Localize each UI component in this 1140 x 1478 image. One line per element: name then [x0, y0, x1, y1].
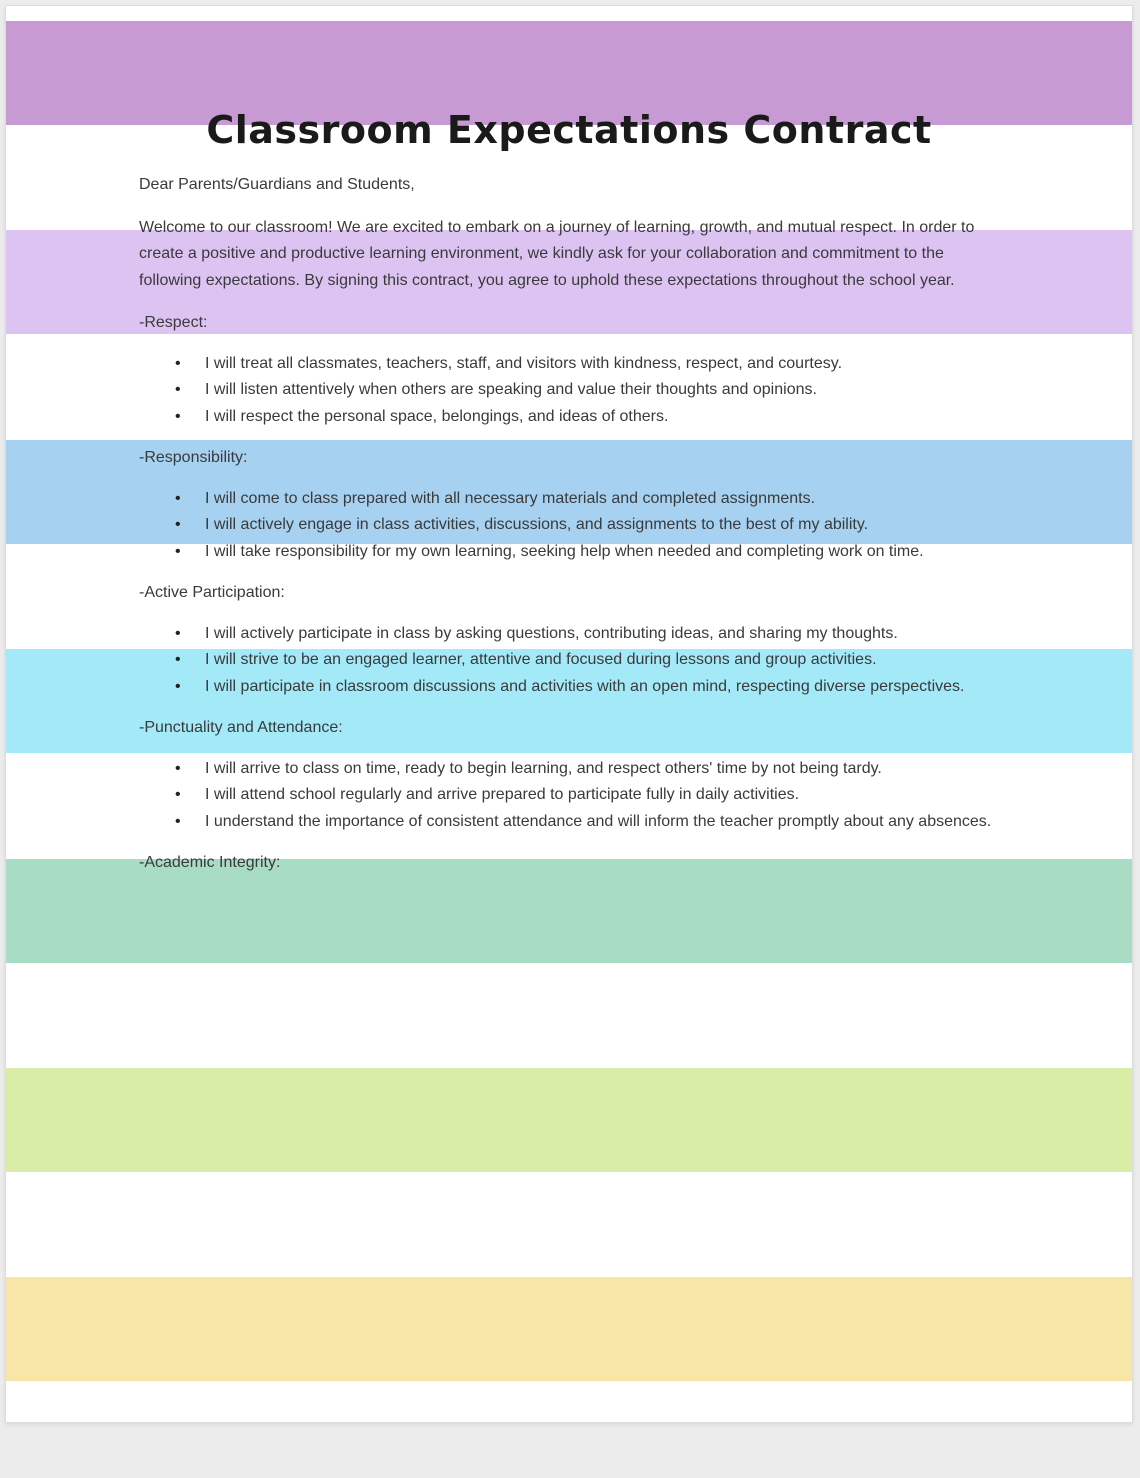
section-heading-active-participation: -Active Participation: [139, 584, 285, 601]
list-item: • I will actively participate in class by asking questions, contributing ideas, and sharing my thoughts. [205, 621, 994, 648]
section-heading-responsibility: -Responsibility: [139, 449, 248, 466]
participation-list [139, 621, 994, 701]
color-band-lime [6, 1068, 1132, 1172]
page-footer-margin [0, 1432, 1140, 1478]
document-title: Classroom Expectations Contract [206, 108, 932, 152]
list-item: • I will attend school regularly and arrive prepared to participate fully in daily activities. [205, 782, 994, 809]
color-band-yellow [6, 1277, 1132, 1381]
document-body[interactable] [139, 172, 994, 891]
section-heading-academic-integrity: -Academic Integrity: [139, 854, 281, 871]
section-heading-respect: -Respect: [139, 314, 208, 331]
list-item: • I will strive to be an engaged learner, attentive and focused during lessons and group activities. [205, 647, 994, 674]
list-item: • I will come to class prepared with all necessary materials and completed assignments. [205, 486, 994, 513]
list-item: • I will actively engage in class activities, discussions, and assignments to the best of my ability. [205, 512, 994, 539]
intro-paragraph: Welcome to our classroom! We are excited to embark on a journey of learning, growth, and mutual respect. In order to create a positive and productive learning environment, we kindly ask for your collaboration and commitment to the following expectations. By signing this contract, you agree to uphold these expectations throughout the school year. [139, 218, 975, 289]
list-item: • I understand the importance of consistent attendance and will inform the teacher promptly about any absences. [205, 809, 994, 836]
list-item: • I will arrive to class on time, ready to begin learning, and respect others' time by not being tardy. [205, 756, 994, 783]
list-item: • I will treat all classmates, teachers, staff, and visitors with kindness, respect, and courtesy. [205, 351, 994, 378]
responsibility-list [139, 486, 994, 566]
section-heading-punctuality: -Punctuality and Attendance: [139, 719, 343, 736]
document-page [6, 6, 1132, 1422]
list-item: • I will listen attentively when others are speaking and value their thoughts and opinions. [205, 377, 994, 404]
list-item: • I will take responsibility for my own learning, seeking help when needed and completing work on time. [205, 539, 994, 566]
list-item: • I will participate in classroom discussions and activities with an open mind, respecting diverse perspectives. [205, 674, 994, 701]
respect-list [139, 351, 994, 431]
list-item: • I will respect the personal space, belongings, and ideas of others. [205, 404, 994, 431]
greeting-line: Dear Parents/Guardians and Students, [139, 176, 415, 193]
punctuality-list [139, 756, 994, 836]
